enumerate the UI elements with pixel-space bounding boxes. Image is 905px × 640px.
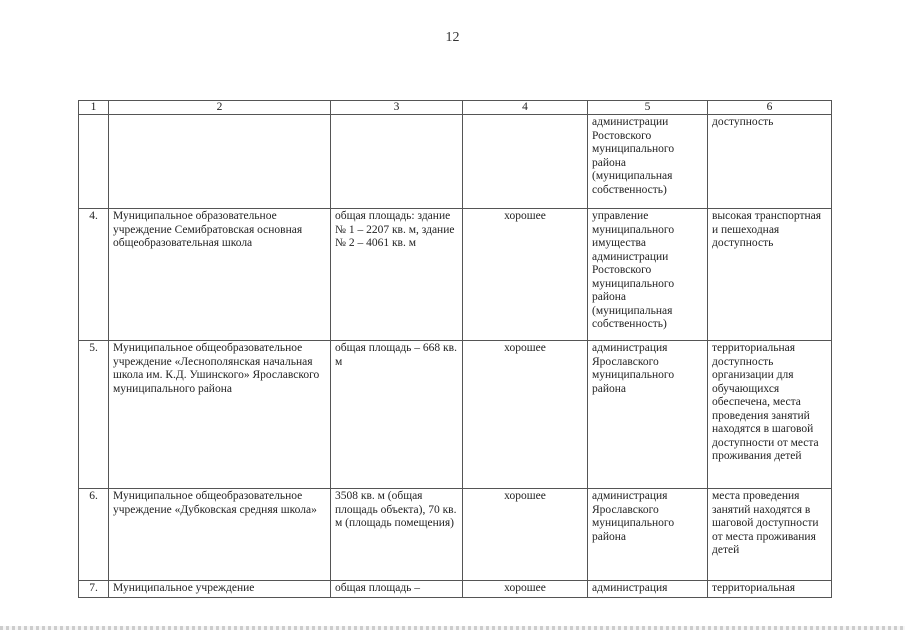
scan-edge-artifact <box>0 626 905 630</box>
table-row <box>79 341 832 489</box>
area-cell <box>331 115 463 209</box>
accessibility-cell: места проведения занятий находятся в шаговой доступности от места проживания детей <box>708 489 832 581</box>
table-row <box>79 581 832 598</box>
row-number: 4. <box>79 209 109 341</box>
row-number: 6. <box>79 489 109 581</box>
table-row <box>79 209 832 341</box>
row-number <box>79 115 109 209</box>
condition-cell: хорошее <box>463 581 588 598</box>
area-cell: 3508 кв. м (общая площадь объекта), 70 кв. м (площадь помещения) <box>331 489 463 581</box>
column-header-1: 1 <box>79 101 109 115</box>
owner-cell: администрация Ярославского муниципального района <box>588 489 708 581</box>
table-header-row <box>79 101 832 115</box>
institution-name: Муниципальное учреждение <box>109 581 331 598</box>
institution-name: Муниципальное общеобразовательное учреждение «Дубковская средняя школа» <box>109 489 331 581</box>
row-number: 7. <box>79 581 109 598</box>
table-row <box>79 489 832 581</box>
owner-cell: управление муниципального имущества администрации Ростовского муниципального района (муниципальная собственность) <box>588 209 708 341</box>
condition-cell <box>463 115 588 209</box>
column-header-5: 5 <box>588 101 708 115</box>
owner-cell: администрации Ростовского муниципального района (муниципальная собственность) <box>588 115 708 209</box>
column-header-6: 6 <box>708 101 832 115</box>
row-number: 5. <box>79 341 109 489</box>
area-cell: общая площадь: здание № 1 – 2207 кв. м, здание № 2 – 4061 кв. м <box>331 209 463 341</box>
institution-name: Муниципальное общеобразовательное учреждение «Леснополянская начальная школа им. К.Д. Ушинского» Ярославского муниципального района <box>109 341 331 489</box>
condition-cell: хорошее <box>463 341 588 489</box>
condition-cell: хорошее <box>463 489 588 581</box>
accessibility-cell: территориальная доступность организации для обучающихся обеспечена, места проведения занятий находятся в шаговой доступности от места проживания детей <box>708 341 832 489</box>
owner-cell: администрация <box>588 581 708 598</box>
column-header-3: 3 <box>331 101 463 115</box>
document-table <box>78 100 832 598</box>
page-number: 12 <box>445 30 460 45</box>
owner-cell: администрация Ярославского муниципального района <box>588 341 708 489</box>
area-cell: общая площадь – 668 кв. м <box>331 341 463 489</box>
accessibility-cell: территориальная <box>708 581 832 598</box>
accessibility-cell: высокая транспортная и пешеходная доступность <box>708 209 832 341</box>
table-row <box>79 115 832 209</box>
area-cell: общая площадь – <box>331 581 463 598</box>
column-header-2: 2 <box>109 101 331 115</box>
column-header-4: 4 <box>463 101 588 115</box>
condition-cell: хорошее <box>463 209 588 341</box>
institution-name: Муниципальное образовательное учреждение Семибратовская основная общеобразовательная школа <box>109 209 331 341</box>
accessibility-cell: доступность <box>708 115 832 209</box>
institution-name <box>109 115 331 209</box>
